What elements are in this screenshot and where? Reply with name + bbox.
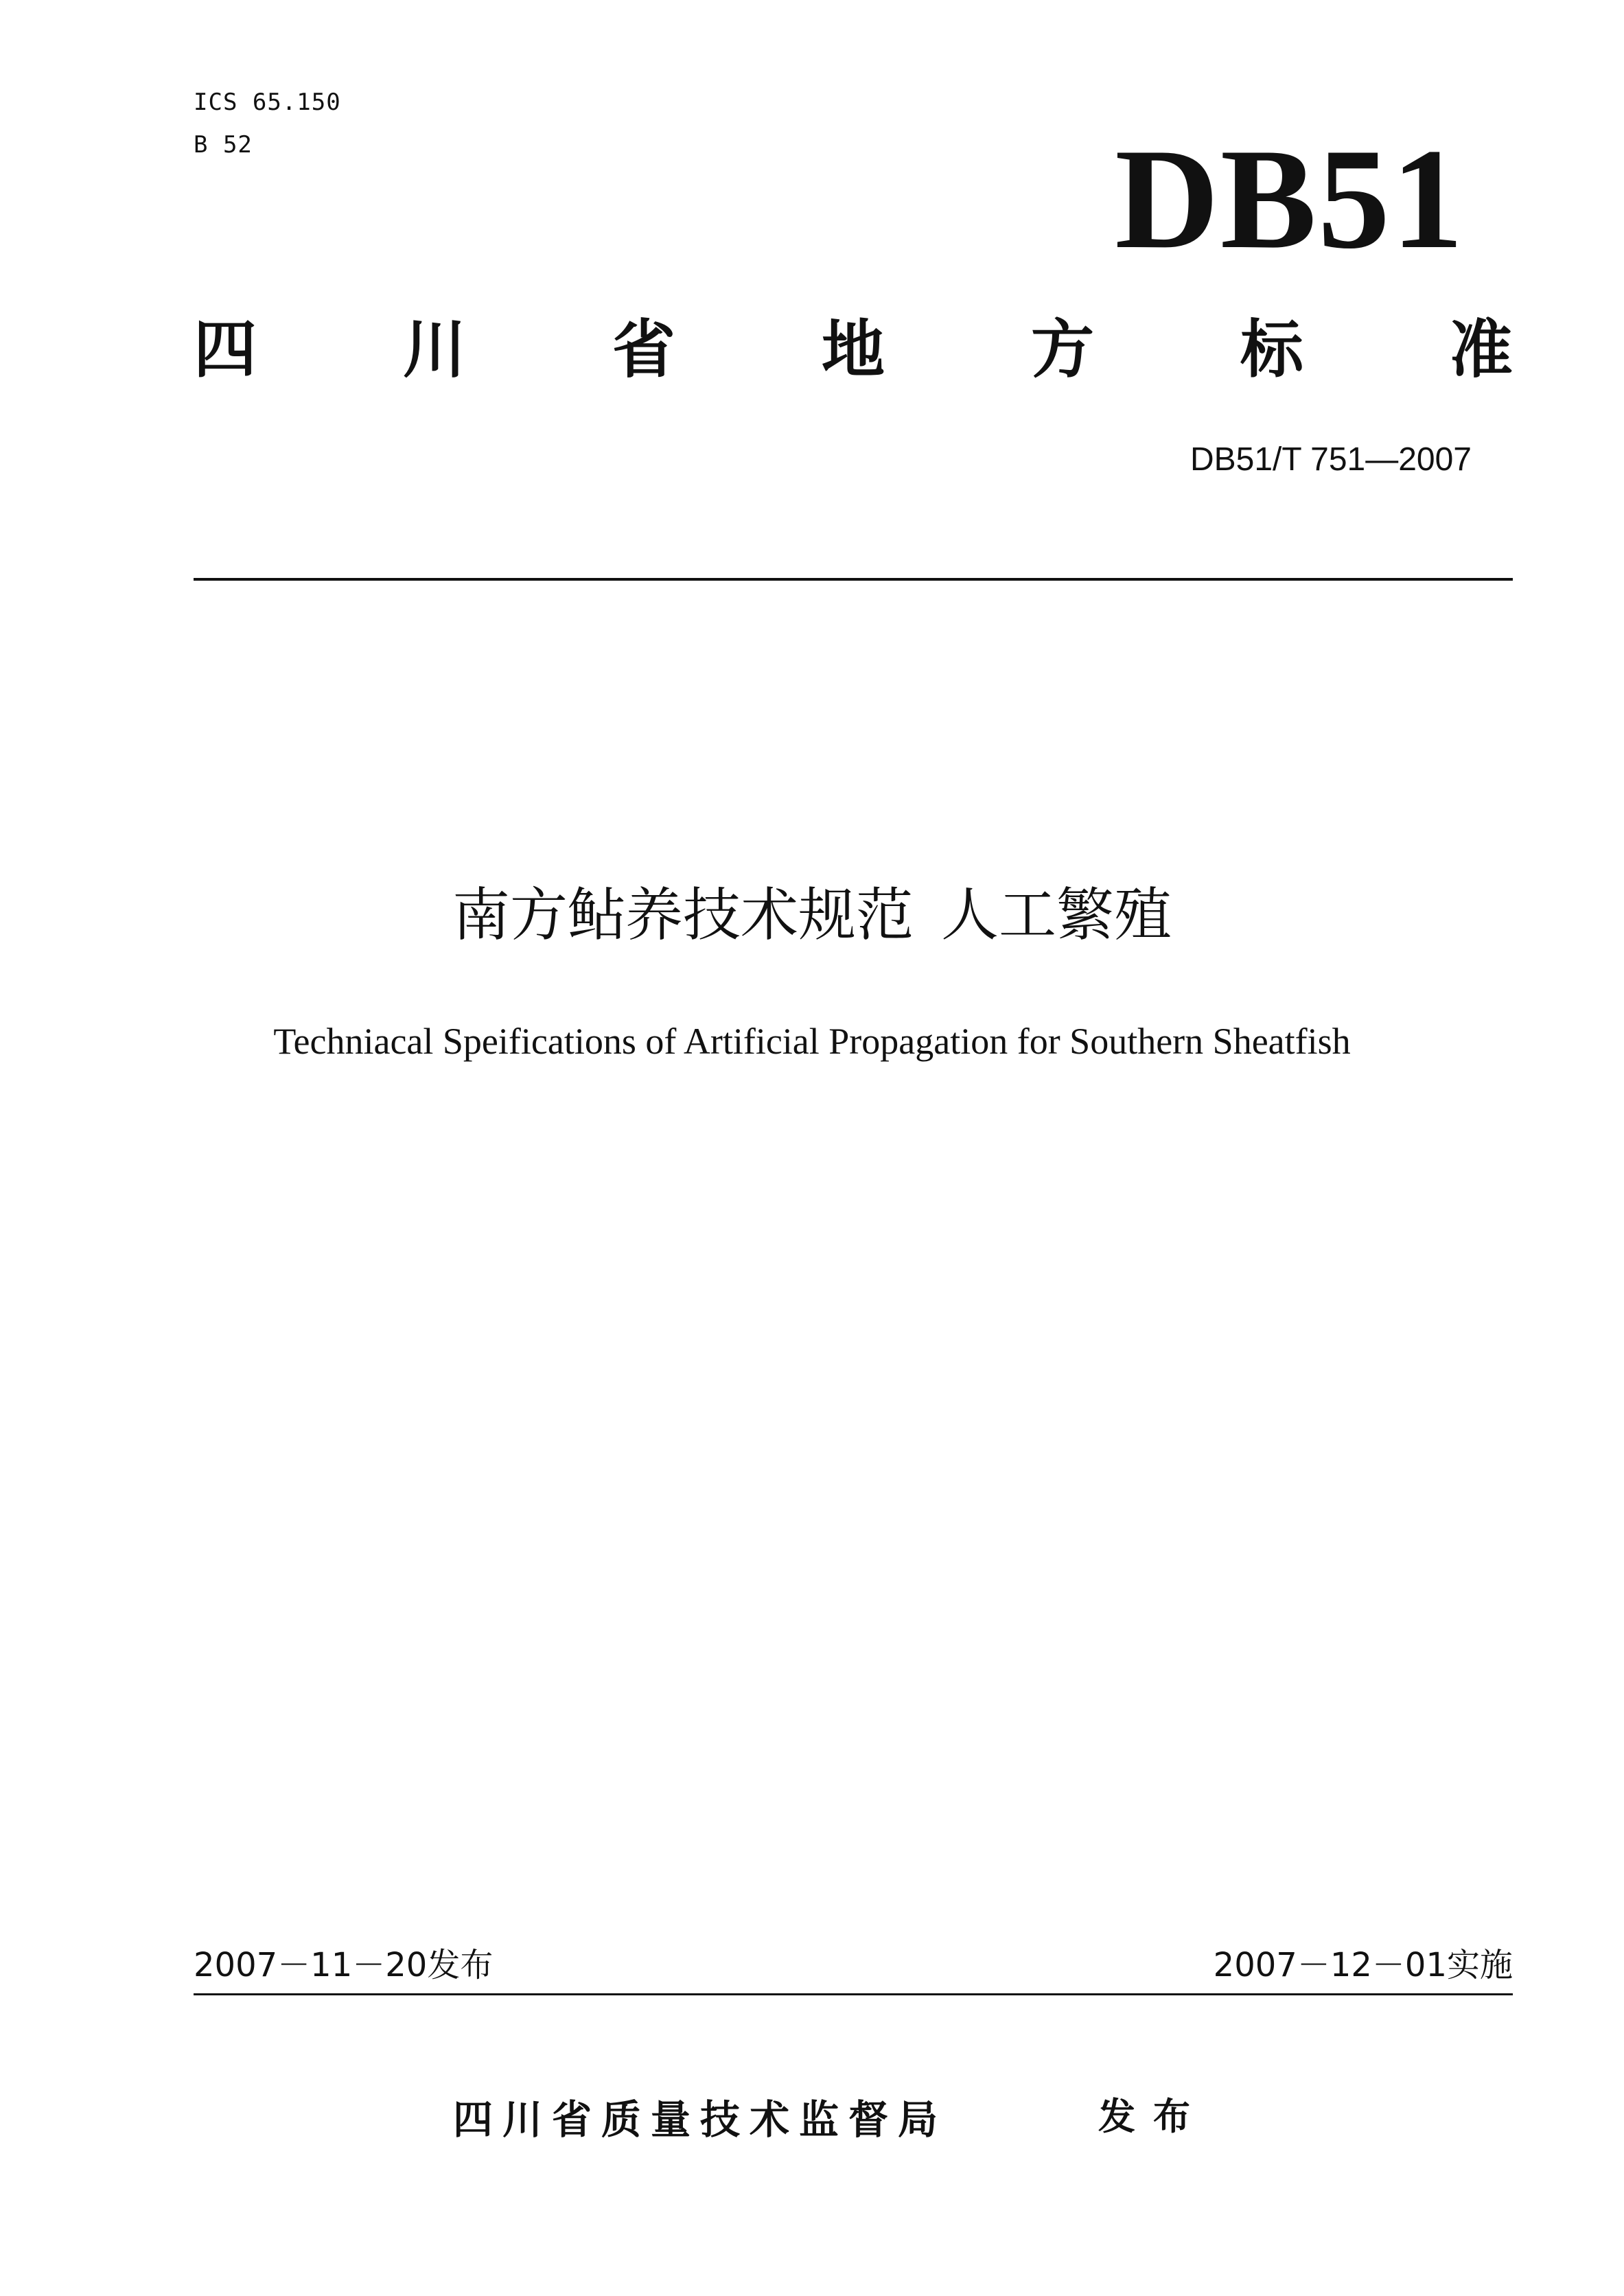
standard-type-char: 准 <box>1449 313 1513 386</box>
title-chinese-main: 南方鲇养技术规范 <box>452 881 914 949</box>
title-chinese <box>0 877 1624 953</box>
standard-type-char: 省 <box>612 313 675 386</box>
publisher-name: 四川省质量技术监督局 <box>453 2096 948 2143</box>
title-english: Techniacal Speifications of Artificial Propagation for Southern Sheatfish <box>273 1021 1351 1062</box>
implementation-date: 2007－12－01实施 <box>1213 1946 1513 1984</box>
bottom-divider <box>194 1993 1513 1995</box>
title-chinese-sub: 人工繁殖 <box>941 881 1172 949</box>
standard-type-char: 地 <box>821 313 885 386</box>
ics-code: ICS 65.150 <box>194 89 341 116</box>
publisher-action: 发布 <box>1098 2095 1208 2138</box>
standard-number: DB51/T 751—2007 <box>1190 441 1472 478</box>
standard-type-char: 四 <box>194 313 257 386</box>
issue-date: 2007－11－20发布 <box>194 1946 494 1984</box>
standard-logo: DB51 <box>1115 119 1465 279</box>
standard-type-heading <box>194 312 1513 388</box>
standard-type-char: 标 <box>1240 313 1303 386</box>
standard-type-char: 方 <box>1030 313 1094 386</box>
ccs-code: B 52 <box>194 131 253 159</box>
standard-type-char: 川 <box>402 313 466 386</box>
top-divider <box>194 578 1513 581</box>
classification-codes <box>194 81 341 166</box>
